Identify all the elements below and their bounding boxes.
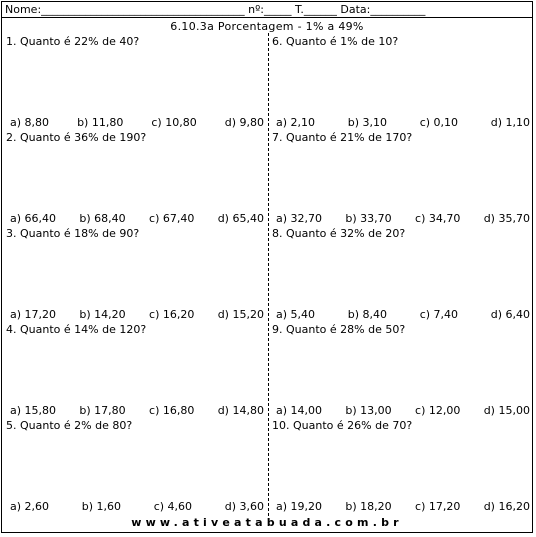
option-a: a) 2,10 [276,116,316,129]
answer-options [6,116,268,129]
option-c: c) 10,80 [151,116,197,129]
question-text: 8. Quanto é 32% de 20? [272,227,406,240]
option-c: c) 16,20 [149,308,195,321]
option-a: a) 19,20 [276,500,323,513]
question-text: 3. Quanto é 18% de 90? [6,227,140,240]
option-d: d) 14,80 [217,404,264,417]
question-text: 6. Quanto é 1% de 10? [272,35,399,48]
option-c: c) 7,40 [419,308,459,321]
option-d: d) 15,00 [483,404,530,417]
question-text: 9. Quanto é 28% de 50? [272,323,406,336]
question-7 [272,129,536,225]
student-info-text: Nome:_____________________________________ nº:_____ T.______ Data:__________ [5,3,426,16]
option-d: d) 16,20 [483,500,530,513]
option-a: a) 17,20 [10,308,57,321]
option-d: d) 15,20 [217,308,264,321]
question-9 [272,321,536,417]
question-text: 7. Quanto é 21% de 170? [272,131,413,144]
question-1 [6,33,270,129]
site-footer [2,516,532,529]
option-b: b) 68,40 [79,212,126,225]
option-d: d) 35,70 [483,212,530,225]
answer-options [272,500,534,513]
option-b: b) 18,20 [345,500,392,513]
option-c: c) 4,60 [153,500,193,513]
option-a: a) 2,60 [10,500,50,513]
worksheet [1,1,533,533]
option-d: d) 3,60 [224,500,264,513]
answer-options [6,212,268,225]
option-a: a) 15,80 [10,404,57,417]
option-b: b) 1,60 [81,500,121,513]
option-c: c) 17,20 [415,500,461,513]
option-c: c) 0,10 [419,116,459,129]
question-10 [272,417,536,513]
question-text: 4. Quanto é 14% de 120? [6,323,147,336]
question-3 [6,225,270,321]
answer-options [272,116,534,129]
answer-options [6,500,268,513]
option-b: b) 13,00 [345,404,392,417]
answer-options [272,308,534,321]
option-a: a) 8,80 [10,116,50,129]
option-d: d) 9,80 [224,116,264,129]
answer-options [272,212,534,225]
question-text: 10. Quanto é 26% de 70? [272,419,413,432]
footer-url: www.ativeatabuada.com.br [131,516,403,529]
student-info-line [2,2,532,18]
option-b: b) 11,80 [77,116,124,129]
option-c: c) 12,00 [415,404,461,417]
option-a: a) 14,00 [276,404,323,417]
answer-options [6,404,268,417]
question-4 [6,321,270,417]
option-c: c) 67,40 [149,212,195,225]
question-text: 5. Quanto é 2% de 80? [6,419,133,432]
option-d: d) 1,10 [490,116,530,129]
option-b: b) 33,70 [345,212,392,225]
page-title [2,18,532,34]
option-a: a) 5,40 [276,308,316,321]
option-a: a) 32,70 [276,212,323,225]
option-d: d) 65,40 [217,212,264,225]
option-b: b) 8,40 [347,308,387,321]
option-b: b) 3,10 [347,116,387,129]
page-title-text: 6.10.3a Porcentagem - 1% a 49% [170,19,364,33]
option-b: b) 14,20 [79,308,126,321]
question-5 [6,417,270,513]
option-d: d) 6,40 [490,308,530,321]
question-text: 2. Quanto é 36% de 190? [6,131,147,144]
option-c: c) 34,70 [415,212,461,225]
option-c: c) 16,80 [149,404,195,417]
right-column [272,33,536,513]
answer-options [6,308,268,321]
question-text: 1. Quanto é 22% de 40? [6,35,140,48]
question-8 [272,225,536,321]
question-2 [6,129,270,225]
answer-options [272,404,534,417]
left-column [6,33,270,513]
option-a: a) 66,40 [10,212,57,225]
option-b: b) 17,80 [79,404,126,417]
question-6 [272,33,536,129]
